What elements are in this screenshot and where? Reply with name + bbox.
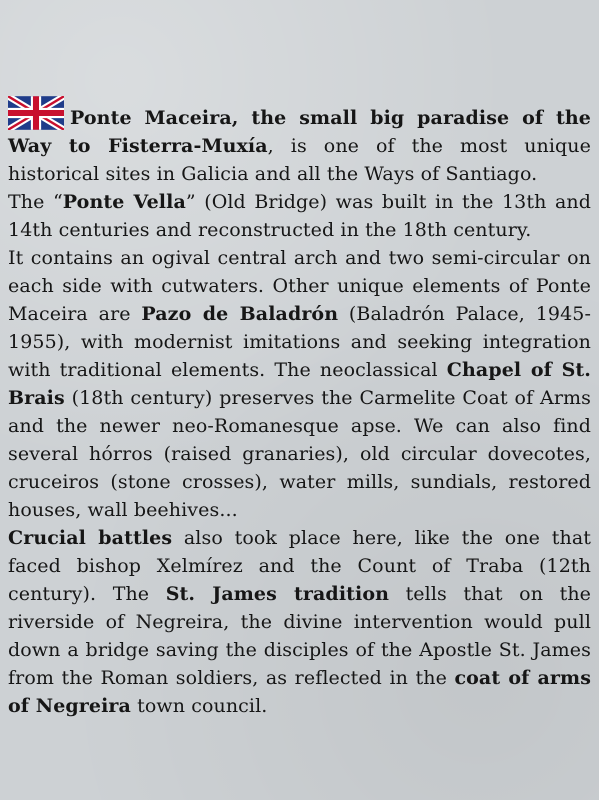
paragraph-elements	[8, 244, 591, 524]
paragraph-intro	[8, 96, 591, 188]
paragraph-ponte-vella	[8, 188, 591, 244]
ponte-vella-name: Ponte Vella	[62, 191, 186, 213]
elements-text-c: (Baladrón Palace, 1945-1955), with modernist imitations and seeking integration with traditional elements. The neoclassical	[8, 303, 591, 381]
tradition-heading: St. James tradition	[165, 583, 390, 605]
chapel-name: Chapel of St. Brais	[8, 359, 591, 409]
intro-title: Ponte Maceira, the small big paradise of the Way to Fisterra-Muxía	[8, 107, 591, 157]
elements-text-a: It contains an ogival central arch and two semi-circular on each side with cutwaters. Other unique elements of Ponte Maceira are	[8, 247, 591, 325]
paragraph-history	[8, 524, 591, 720]
intro-text: , is one of the most unique historical sites in Galicia and all the Ways of Santiago.	[8, 135, 591, 185]
battles-heading: Crucial battles	[8, 527, 173, 549]
history-text-b: tells that on the riverside of Negreira, the divine intervention would pull down a bridge saving the disciples of the Apostle St. James from the Roman soldiers, as reflected in the	[8, 583, 592, 689]
ponte-vella-text: ” (Old Bridge) was built in the 13th and 14th centuries and reconstructed in the 18th century.	[8, 191, 591, 241]
history-text-a: also took place here, like the one that faced bishop Xelmírez and the Count of Traba (12th century). The	[8, 527, 591, 605]
elements-text-d: (18th century) preserves the Carmelite Coat of Arms and the newer neo-Romanesque apse. We can also find several hórros (raised granaries), old circular dovecotes, cruceiros (stone crosses), water mills, sundials, restored houses, wall beehives...	[8, 387, 591, 521]
coat-of-arms-name: coat of arms of Negreira	[8, 667, 591, 717]
text-page	[8, 96, 591, 720]
history-text-c: town council.	[130, 695, 268, 717]
ponte-vella-pre: The “	[8, 191, 63, 213]
pazo-name: Pazo de Baladrón	[141, 303, 339, 325]
uk-flag-icon	[8, 96, 64, 130]
